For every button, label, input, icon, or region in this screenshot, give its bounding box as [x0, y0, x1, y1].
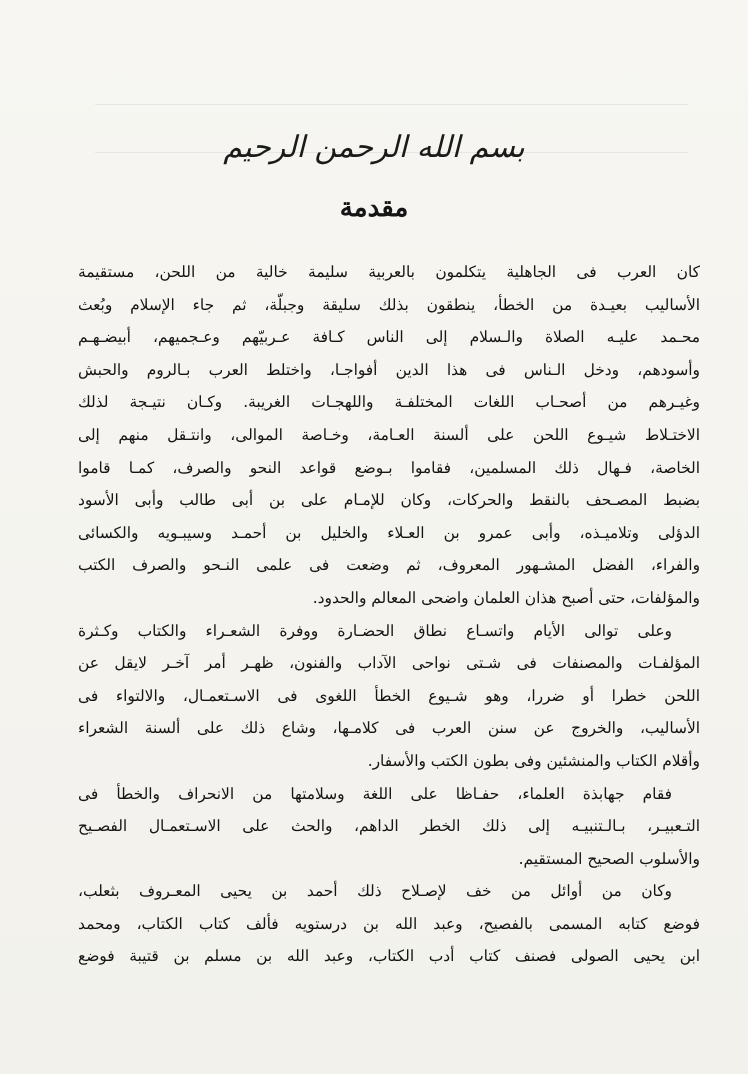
- text-line: المؤلفـات والمصنفات فى شـتى نواحى الآداب والفنون، ظهـر أمر آخـر لايقل عن: [78, 654, 700, 673]
- text-line: اللحن خطرا أو ضررا، وهو شـيوع الخطأ اللغوى فى الاسـتعمـال، والالتواء فى: [78, 686, 700, 705]
- text-line: الأساليب، والخروج عن سنن العرب فى كلامـها، وشاع ذلك على ألسنة الشعراء: [78, 719, 700, 738]
- text-line: وكان من أوائل من خف لإصـلاح ذلك أحمد بن يحيى المعـروف بثعلب،: [78, 882, 672, 901]
- text-line: والأسلوب الصحيح المستقيم.: [518, 849, 700, 868]
- text-line: ابن يحيى الصولى فصنف كتاب أدب الكتاب، وعبد الله بن مسلم بن قتيبة فوضع: [78, 947, 700, 966]
- text-line: وأقلام الكتاب والمنشئين وفى بطون الكتب والأسفار.: [367, 751, 700, 770]
- text-line: وأسودهم، ودخل الـناس فى هذا الدين أفواجـا، واختلط العرب بـالروم والحبش: [78, 360, 700, 379]
- text-line: الخاصة، فـهال ذلك المسلمين، فقاموا بـوضع قواعد النحو والصرف، كمـا قاموا: [78, 458, 700, 477]
- document-body: [78, 256, 700, 973]
- text-line: والمؤلفات، حتى أصبح هذان العلمان واضحى المعالم والحدود.: [312, 588, 700, 607]
- text-line: بضبط المصـحف بالنقط والحركات، وكان للإمـام على بن أبى طالب وأبى الأسود: [78, 491, 700, 510]
- text-line: والفراء، الفضل المشـهور المعروف، ثم وضعت فى علمى النـحو والصرف الكتب: [78, 556, 700, 575]
- text-line: وعلى توالى الأيام واتسـاع نطاق الحضـارة ووفرة الشعـراء والكتاب وكـثرة: [78, 621, 672, 640]
- page-title: مقدمة: [339, 193, 409, 223]
- text-line: التـعبيـر، بـالـتنبيـه إلى ذلك الخطر الداهم، والحث على الاسـتعمـال الفصـيح: [78, 817, 700, 836]
- text-line: كان العرب فى الجاهلية يتكلمون بالعربية سليمة خالية من اللحن، مستقيمة: [78, 263, 700, 281]
- bleed-through-line: [95, 104, 688, 105]
- text-line: الدؤلى وتلاميـذه، وأبى عمرو بن العـلاء والخليل بن أحمـد وسيبـويه والكسائى: [78, 523, 700, 542]
- text-line: الاختـلاط شيـوع اللحن على ألسنة العـامة، وخـاصة الموالى، وانتـقل منهم إلى: [78, 425, 700, 444]
- text-line: محـمد عليـه الصلاة والـسلام إلى الناس كـافة عـربيّهم وعـجميهم، أبيضـهـم: [78, 328, 700, 347]
- text-line: الأساليب بعيـدة من الخطأ، ينطقون بذلك سليقة وجبلّة، ثم جاء الإسلام وبُعث: [78, 295, 700, 314]
- text-line: فوضع كتابه المسمى بالفصيح، وعبد الله بن درستويه فألف كتاب الكتاب، ومحمد: [78, 914, 700, 933]
- text-line: وغيـرهم من أصحـاب اللغات المختلفـة واللهجـات الغريبة. وكـان نتيـجة لذلك: [78, 393, 700, 412]
- basmala-calligraphy: بسم الله الرحمن الرحيم: [223, 130, 525, 165]
- text-line: فقام جهابذة العلماء، حفـاظا على اللغة وسلامتها من الانحراف والخطأ فى: [78, 784, 672, 803]
